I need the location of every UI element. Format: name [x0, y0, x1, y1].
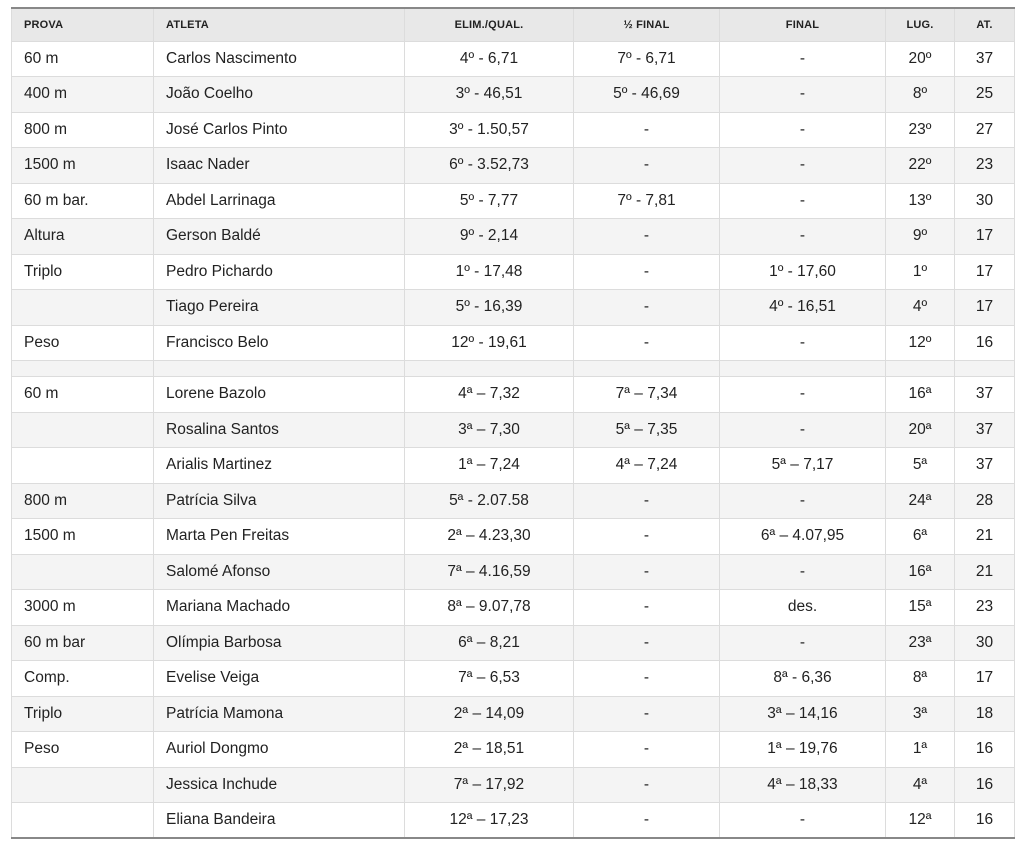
- cell-elim-qual: [405, 361, 574, 377]
- cell-elim-qual: 7ª – 4.16,59: [405, 554, 574, 590]
- table-row: [12, 377, 1015, 413]
- cell-atleta: Patrícia Mamona: [154, 696, 405, 732]
- cell-final: -: [720, 148, 886, 184]
- cell-atleta: [154, 361, 405, 377]
- cell-prova: 60 m: [12, 377, 154, 413]
- cell-at: 25: [955, 77, 1015, 113]
- table-body: [12, 41, 1015, 838]
- cell-elim-qual: 6º - 3.52,73: [405, 148, 574, 184]
- cell-lugar: 1ª: [886, 732, 955, 768]
- cell-elim-qual: 12º - 19,61: [405, 325, 574, 361]
- cell-at: 17: [955, 219, 1015, 255]
- cell-at: 17: [955, 661, 1015, 697]
- cell-lugar: 5ª: [886, 448, 955, 484]
- cell-lugar: 8º: [886, 77, 955, 113]
- cell-prova: 1500 m: [12, 148, 154, 184]
- cell-prova: 3000 m: [12, 590, 154, 626]
- cell-lugar: 22º: [886, 148, 955, 184]
- cell-at: 16: [955, 767, 1015, 803]
- cell-prova: Altura: [12, 219, 154, 255]
- cell-lugar: 12º: [886, 325, 955, 361]
- cell-atleta: Marta Pen Freitas: [154, 519, 405, 555]
- cell-half-final: 4ª – 7,24: [574, 448, 720, 484]
- cell-atleta: Jessica Inchude: [154, 767, 405, 803]
- cell-at: [955, 361, 1015, 377]
- cell-final: -: [720, 112, 886, 148]
- table-row: [12, 767, 1015, 803]
- cell-at: 37: [955, 448, 1015, 484]
- cell-half-final: -: [574, 290, 720, 326]
- cell-lugar: 13º: [886, 183, 955, 219]
- cell-prova: [12, 412, 154, 448]
- cell-elim-qual: 4º - 6,71: [405, 41, 574, 77]
- cell-at: 28: [955, 483, 1015, 519]
- cell-prova: [12, 448, 154, 484]
- cell-at: 16: [955, 803, 1015, 839]
- cell-lugar: 1º: [886, 254, 955, 290]
- cell-half-final: -: [574, 590, 720, 626]
- cell-elim-qual: 8ª – 9.07,78: [405, 590, 574, 626]
- cell-prova: [12, 554, 154, 590]
- cell-prova: Triplo: [12, 696, 154, 732]
- cell-final: -: [720, 412, 886, 448]
- table-row: [12, 112, 1015, 148]
- cell-atleta: Eliana Bandeira: [154, 803, 405, 839]
- cell-atleta: João Coelho: [154, 77, 405, 113]
- cell-elim-qual: 2ª – 4.23,30: [405, 519, 574, 555]
- results-table-container: [11, 7, 1014, 839]
- cell-final: -: [720, 554, 886, 590]
- cell-prova: 800 m: [12, 483, 154, 519]
- cell-atleta: Francisco Belo: [154, 325, 405, 361]
- cell-final: 5ª – 7,17: [720, 448, 886, 484]
- cell-lugar: 4º: [886, 290, 955, 326]
- cell-half-final: 5ª – 7,35: [574, 412, 720, 448]
- table-row: [12, 290, 1015, 326]
- cell-half-final: -: [574, 219, 720, 255]
- header-final: FINAL: [720, 8, 886, 41]
- cell-half-final: -: [574, 325, 720, 361]
- cell-atleta: Salomé Afonso: [154, 554, 405, 590]
- cell-at: 21: [955, 519, 1015, 555]
- cell-atleta: Arialis Martinez: [154, 448, 405, 484]
- cell-at: 30: [955, 625, 1015, 661]
- cell-at: 37: [955, 377, 1015, 413]
- table-header-row: [12, 8, 1015, 41]
- table-row: [12, 148, 1015, 184]
- table-row: [12, 696, 1015, 732]
- cell-half-final: -: [574, 803, 720, 839]
- cell-elim-qual: 5ª - 2.07.58: [405, 483, 574, 519]
- table-row: [12, 483, 1015, 519]
- cell-lugar: 9º: [886, 219, 955, 255]
- cell-prova: [12, 290, 154, 326]
- table-row: [12, 254, 1015, 290]
- cell-lugar: 6ª: [886, 519, 955, 555]
- cell-elim-qual: 2ª – 14,09: [405, 696, 574, 732]
- cell-atleta: Olímpia Barbosa: [154, 625, 405, 661]
- table-row: [12, 412, 1015, 448]
- table-row: [12, 554, 1015, 590]
- cell-half-final: -: [574, 625, 720, 661]
- cell-prova: Peso: [12, 732, 154, 768]
- cell-prova: Comp.: [12, 661, 154, 697]
- cell-elim-qual: 5º - 7,77: [405, 183, 574, 219]
- cell-lugar: 16ª: [886, 554, 955, 590]
- cell-prova: 60 m: [12, 41, 154, 77]
- table-row: [12, 803, 1015, 839]
- cell-lugar: 16ª: [886, 377, 955, 413]
- cell-half-final: -: [574, 732, 720, 768]
- cell-elim-qual: 6ª – 8,21: [405, 625, 574, 661]
- cell-lugar: 23º: [886, 112, 955, 148]
- cell-atleta: Evelise Veiga: [154, 661, 405, 697]
- cell-prova: 400 m: [12, 77, 154, 113]
- table-row: [12, 519, 1015, 555]
- cell-elim-qual: 5º - 16,39: [405, 290, 574, 326]
- cell-atleta: Carlos Nascimento: [154, 41, 405, 77]
- cell-elim-qual: 2ª – 18,51: [405, 732, 574, 768]
- cell-lugar: 20ª: [886, 412, 955, 448]
- cell-half-final: 7º - 7,81: [574, 183, 720, 219]
- cell-final: 1ª – 19,76: [720, 732, 886, 768]
- cell-atleta: Patrícia Silva: [154, 483, 405, 519]
- cell-at: 21: [955, 554, 1015, 590]
- cell-lugar: 3ª: [886, 696, 955, 732]
- table-row: [12, 590, 1015, 626]
- cell-final: 3ª – 14,16: [720, 696, 886, 732]
- cell-lugar: [886, 361, 955, 377]
- cell-at: 16: [955, 325, 1015, 361]
- cell-final: 4ª – 18,33: [720, 767, 886, 803]
- header-at: AT.: [955, 8, 1015, 41]
- cell-half-final: -: [574, 254, 720, 290]
- table-row: [12, 732, 1015, 768]
- table-row: [12, 661, 1015, 697]
- cell-atleta: Lorene Bazolo: [154, 377, 405, 413]
- cell-atleta: José Carlos Pinto: [154, 112, 405, 148]
- cell-elim-qual: 7ª – 17,92: [405, 767, 574, 803]
- cell-elim-qual: 1ª – 7,24: [405, 448, 574, 484]
- table-row: [12, 448, 1015, 484]
- cell-final: -: [720, 625, 886, 661]
- cell-prova: 800 m: [12, 112, 154, 148]
- cell-atleta: Abdel Larrinaga: [154, 183, 405, 219]
- header-half-final: ½ FINAL: [574, 8, 720, 41]
- cell-final: -: [720, 325, 886, 361]
- cell-final: -: [720, 219, 886, 255]
- cell-prova: 60 m bar: [12, 625, 154, 661]
- cell-half-final: -: [574, 554, 720, 590]
- cell-half-final: 7º - 6,71: [574, 41, 720, 77]
- header-prova: PROVA: [12, 8, 154, 41]
- cell-prova: Triplo: [12, 254, 154, 290]
- cell-at: 16: [955, 732, 1015, 768]
- cell-lugar: 8ª: [886, 661, 955, 697]
- cell-final: [720, 361, 886, 377]
- cell-final: -: [720, 77, 886, 113]
- cell-at: 30: [955, 183, 1015, 219]
- cell-half-final: -: [574, 767, 720, 803]
- cell-atleta: Isaac Nader: [154, 148, 405, 184]
- table-row: [12, 625, 1015, 661]
- table-row: [12, 41, 1015, 77]
- cell-at: 18: [955, 696, 1015, 732]
- table-row: [12, 325, 1015, 361]
- cell-lugar: 12ª: [886, 803, 955, 839]
- cell-at: 23: [955, 148, 1015, 184]
- cell-elim-qual: 1º - 17,48: [405, 254, 574, 290]
- cell-atleta: Mariana Machado: [154, 590, 405, 626]
- cell-final: des.: [720, 590, 886, 626]
- cell-half-final: -: [574, 483, 720, 519]
- cell-lugar: 23ª: [886, 625, 955, 661]
- cell-final: -: [720, 803, 886, 839]
- table-row: [12, 219, 1015, 255]
- cell-half-final: -: [574, 519, 720, 555]
- cell-final: 1º - 17,60: [720, 254, 886, 290]
- cell-half-final: 7ª – 7,34: [574, 377, 720, 413]
- cell-atleta: Auriol Dongmo: [154, 732, 405, 768]
- cell-prova: 60 m bar.: [12, 183, 154, 219]
- cell-prova: 1500 m: [12, 519, 154, 555]
- cell-at: 23: [955, 590, 1015, 626]
- cell-half-final: -: [574, 148, 720, 184]
- cell-lugar: 20º: [886, 41, 955, 77]
- header-elim-qual: ELIM./QUAL.: [405, 8, 574, 41]
- cell-prova: [12, 767, 154, 803]
- cell-half-final: -: [574, 661, 720, 697]
- cell-half-final: [574, 361, 720, 377]
- cell-lugar: 4ª: [886, 767, 955, 803]
- cell-lugar: 24ª: [886, 483, 955, 519]
- header-lugar: LUG.: [886, 8, 955, 41]
- cell-at: 27: [955, 112, 1015, 148]
- cell-prova: [12, 361, 154, 377]
- cell-elim-qual: 3º - 1.50,57: [405, 112, 574, 148]
- cell-elim-qual: 3ª – 7,30: [405, 412, 574, 448]
- table-row: [12, 183, 1015, 219]
- cell-half-final: -: [574, 696, 720, 732]
- results-table: [11, 7, 1015, 839]
- cell-prova: Peso: [12, 325, 154, 361]
- cell-final: -: [720, 183, 886, 219]
- cell-final: 4º - 16,51: [720, 290, 886, 326]
- cell-at: 17: [955, 254, 1015, 290]
- cell-final: -: [720, 483, 886, 519]
- cell-at: 37: [955, 41, 1015, 77]
- cell-elim-qual: 4ª – 7,32: [405, 377, 574, 413]
- table-row: [12, 361, 1015, 377]
- cell-half-final: -: [574, 112, 720, 148]
- cell-final: -: [720, 41, 886, 77]
- cell-atleta: Pedro Pichardo: [154, 254, 405, 290]
- cell-at: 37: [955, 412, 1015, 448]
- cell-elim-qual: 9º - 2,14: [405, 219, 574, 255]
- cell-atleta: Tiago Pereira: [154, 290, 405, 326]
- cell-prova: [12, 803, 154, 839]
- cell-final: -: [720, 377, 886, 413]
- table-row: [12, 77, 1015, 113]
- cell-final: 8ª - 6,36: [720, 661, 886, 697]
- cell-elim-qual: 12ª – 17,23: [405, 803, 574, 839]
- cell-atleta: Gerson Baldé: [154, 219, 405, 255]
- cell-atleta: Rosalina Santos: [154, 412, 405, 448]
- cell-at: 17: [955, 290, 1015, 326]
- cell-elim-qual: 3º - 46,51: [405, 77, 574, 113]
- cell-lugar: 15ª: [886, 590, 955, 626]
- cell-final: 6ª – 4.07,95: [720, 519, 886, 555]
- cell-elim-qual: 7ª – 6,53: [405, 661, 574, 697]
- header-atleta: ATLETA: [154, 8, 405, 41]
- cell-half-final: 5º - 46,69: [574, 77, 720, 113]
